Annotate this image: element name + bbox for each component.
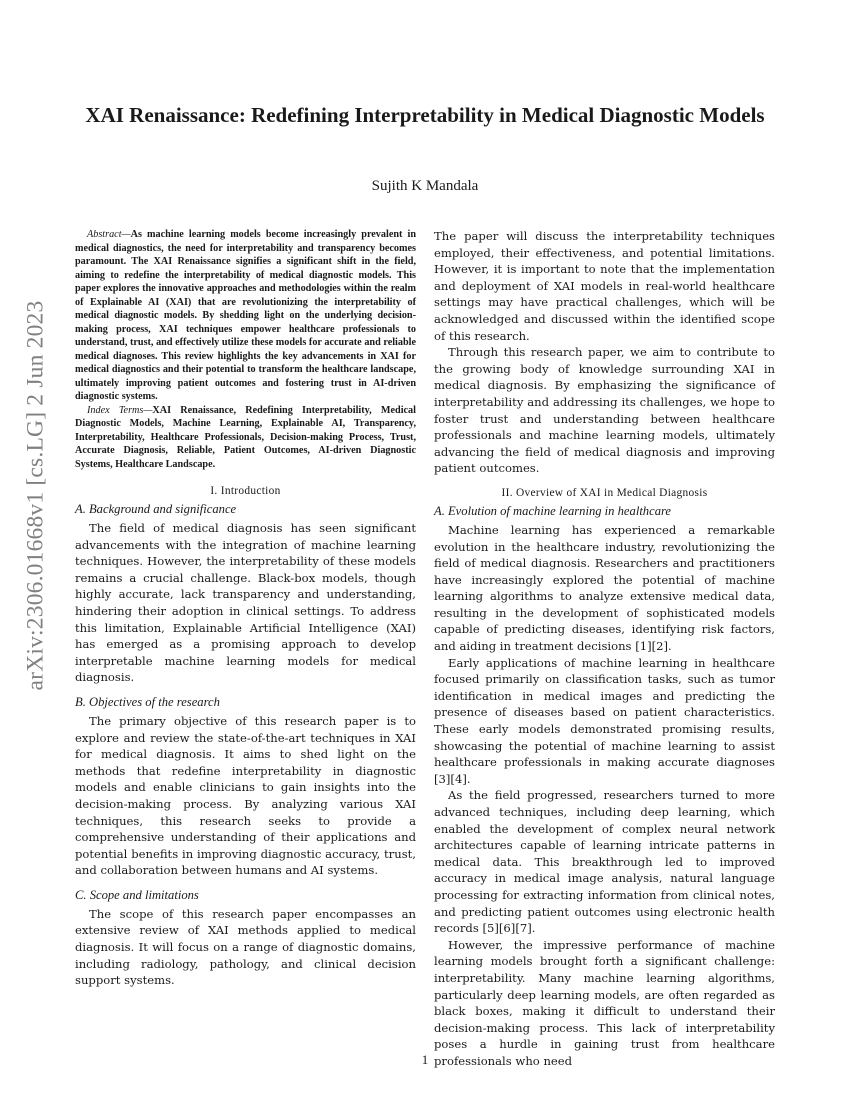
section-heading-introduction: I. Introduction — [210, 485, 281, 497]
paragraph-evolution-2: Early applications of machine learning in healthcare focused primarily on classification tasks, such as tumor identification in medical images and predicting the presence of diseases based on patient characteristics. These early models demonstrated promising results, showcasing the potential of machine learning to assist healthcare professionals in making accurate diagnoses [3][4]. — [434, 655, 775, 786]
paragraph-evolution-4: However, the impressive performance of machine learning models brought forth a significant challenge: interpretability. Many machine learning algorithms, particularly deep learning models, are often regarded as black boxes, making it difficult to understand their decision-making process. This lack of interpretability poses a hurdle in gaining trust from healthcare professionals who need — [434, 937, 775, 1068]
paragraph-scope-continued: The paper will discuss the interpretability techniques employed, their effectiveness, and potential limitations. However, it is important to note that the implementation and deployment of XAI models in real-world healthcare settings may have practical challenges, which will be acknowledged and discussed within the identified scope of this research. — [434, 229, 775, 343]
left-column — [75, 228, 416, 989]
section-heading-overview: II. Overview of XAI in Medical Diagnosis — [501, 486, 708, 499]
subsection-background: A. Background and significance — [75, 502, 237, 516]
subsection-scope: C. Scope and limitations — [75, 887, 199, 902]
author-name: Sujith K Mandala — [371, 178, 479, 194]
page-number: 1 — [421, 1052, 429, 1067]
subsection-evolution: A. Evolution of machine learning in healthcare — [434, 503, 672, 518]
index-terms-lead: Index Terms— — [87, 404, 153, 416]
abstract — [75, 228, 416, 404]
arxiv-identifier: arXiv:2306.01668v1 [cs.LG] 2 Jun 2023 — [22, 300, 49, 690]
paragraph-evolution-3: As the field progressed, researchers turned to more advanced techniques, including deep learning, which enabled the development of complex neural network architectures capable of learning intricate patterns in medical data. This breakthrough led to improved accuracy in medical image analysis, natural language processing for extracting information from clinical notes, and predicting patient outcomes using electronic health records [5][6][7]. — [434, 788, 775, 936]
abstract-text: As machine learning models become increasingly prevalent in medical diagnostics, the need for interpretability and transparency becomes paramount. The XAI Renaissance signifies a significant shift in the field, aiming to redefine the interpretability of medical diagnostic models. This paper explores the innovative approaches and methodologies within the realm of Explainable AI (XAI) that are revolutionizing the interpretability of medical diagnostic models. By shedding light on the underlying decision-making process, XAI techniques empower healthcare professionals to understand, trust, and effectively utilize these models for accurate and reliable medical diagnoses. This review highlights the key advancements in XAI for medical diagnostics and their potential to transform the healthcare landscape, ultimately improving patient outcomes and fostering trust in AI-driven diagnostic systems. — [75, 229, 416, 402]
paragraph-aim: Through this research paper, we aim to contribute to the growing body of knowledge surrounding XAI in medical diagnosis. By emphasizing the significance of interpretability and addressing its challenges, we hope to foster trust and understanding between healthcare professionals and machine learning models, ultimately advancing the field of medical diagnosis and improving patient outcomes. — [434, 345, 775, 476]
paragraph-evolution-1: Machine learning has experienced a remarkable evolution in the healthcare industry, revolutionizing the field of medical diagnosis. Researchers and practitioners have increasingly explored the potential of machine learning algorithms to analyze extensive medical data, resulting in the development of sophisticated models capable of predicting diseases, identifying risk factors, and aiding in treatment decisions [1][2]. — [434, 522, 775, 654]
subsection-objectives: B. Objectives of the research — [75, 694, 220, 709]
abstract-lead: Abstract— — [87, 229, 131, 240]
index-terms-text: XAI Renaissance, Redefining Interpretability, Medical Diagnostic Models, Machine Learning, Explainable AI, Transparency, Interpretability, Healthcare Professionals, Decision-making Process, Trust, Accurate Diagnosis, Reliable, Patient Outcomes, AI-driven Diagnostic Systems, Healthcare Landscape. — [75, 404, 416, 470]
right-column — [434, 228, 775, 1070]
paragraph-background: The field of medical diagnosis has seen significant advancements with the integration of machine learning techniques. However, the interpretability of these models remains a crucial challenge. Black-box models, though highly accurate, lack transparency and understanding, hindering their adoption in clinical settings. To address this limitation, Explainable Artificial Intelligence (XAI) has emerged as a promising approach to develop interpretable machine learning models for medical diagnosis. — [75, 521, 416, 685]
paper-title: XAI Renaissance: Redefining Interpretability in Medical Diagnostic Models — [85, 103, 765, 127]
index-terms — [75, 404, 416, 472]
arxiv-identifier-sidebar — [12, 230, 60, 760]
paragraph-scope: The scope of this research paper encompasses an extensive review of XAI methods applied to medical diagnosis. It will focus on a range of diagnostic domains, including radiology, pathology, and clinical decision support systems. — [75, 906, 416, 988]
paragraph-objectives: The primary objective of this research paper is to explore and review the state-of-the-art techniques in XAI for medical diagnosis. It aims to shed light on the methods that redefine interpretability in diagnostic models and enable clinicians to gain insights into the decision-making process. By analyzing various XAI techniques, this research seeks to provide a comprehensive understanding of their applications and potential benefits in improving diagnostic accuracy, trust, and collaboration between humans and AI systems. — [75, 713, 416, 878]
